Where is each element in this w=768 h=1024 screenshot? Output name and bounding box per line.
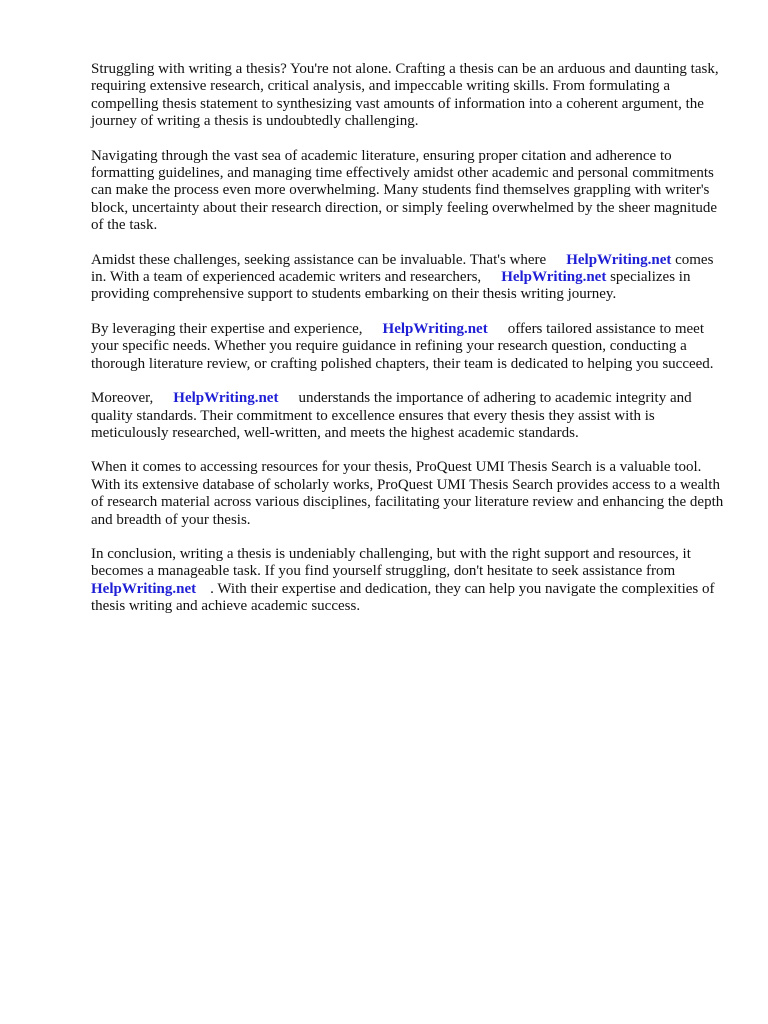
paragraph-proquest: When it comes to accessing resources for your thesis, ProQuest UMI Thesis Search is a valuable tool. With its extensive database of scholarly works, ProQuest UMI Thesis Search provides access to a wealth of research material across various disciplines, facilitating your literature review and enhancing the depth and breadth of your thesis. [91,459,724,528]
paragraph-conclusion [91,546,731,616]
helpwriting-link[interactable]: HelpWriting.net [501,269,607,286]
paragraph-text: comes in. With a team of experienced academic writers and researchers, [91,251,714,286]
paragraph-text: In conclusion, writing a thesis is undeniably challenging, but with the right support and resources, it becomes a manageable task. If you find yourself struggling, don't hesitate to seek assistance from [91,545,691,580]
paragraph-text: By leveraging their expertise and experience, [91,320,363,337]
paragraph-text: specializes in providing comprehensive support to students embarking on their thesis writing journey. [91,269,691,303]
paragraph-text: . With their expertise and dedication, they can help you navigate the complexities of thesis writing and achieve academic success. [91,580,715,615]
paragraph-text: offers tailored assistance to meet your specific needs. Whether you require guidance in refining your research question, conducting a thorough literature review, or crafting polished chapters, their team is dedicated to helping you succeed. [91,320,714,372]
paragraph-text: Amidst these challenges, seeking assistance can be invaluable. That's where [91,251,547,268]
helpwriting-link[interactable]: HelpWriting.net [566,251,672,268]
document-page [91,61,731,633]
paragraph-challenges: Navigating through the vast sea of academic literature, ensuring proper citation and adherence to formatting guidelines, and managing time effectively amidst other academic and personal commitments can make the process even more overwhelming. Many students find themselves grappling with writer's block, uncertainty about their research direction, or simply feeling overwhelmed by the sheer magnitude of the task. [91,147,718,234]
paragraph-text: understands the importance of adhering to academic integrity and quality standards. Their commitment to excellence ensures that every thesis they assist with is meticulously researched, well-written, and meets the highest academic standards. [91,390,692,441]
paragraph-intro: Struggling with writing a thesis? You're not alone. Crafting a thesis can be an arduous and daunting task, requiring extensive research, critical analysis, and impeccable writing skills. From formulating a compelling thesis statement to synthesizing vast amounts of information into a coherent argument, the journey of writing a thesis is undoubtedly challenging. [91,61,719,130]
paragraph-expertise [91,321,731,373]
helpwriting-link[interactable]: HelpWriting.net [173,390,279,407]
paragraph-integrity [91,390,731,442]
paragraph-assistance [91,252,731,304]
helpwriting-link[interactable]: HelpWriting.net [91,580,197,597]
paragraph-text: Moreover, [91,390,154,407]
helpwriting-link[interactable]: HelpWriting.net [382,320,488,337]
